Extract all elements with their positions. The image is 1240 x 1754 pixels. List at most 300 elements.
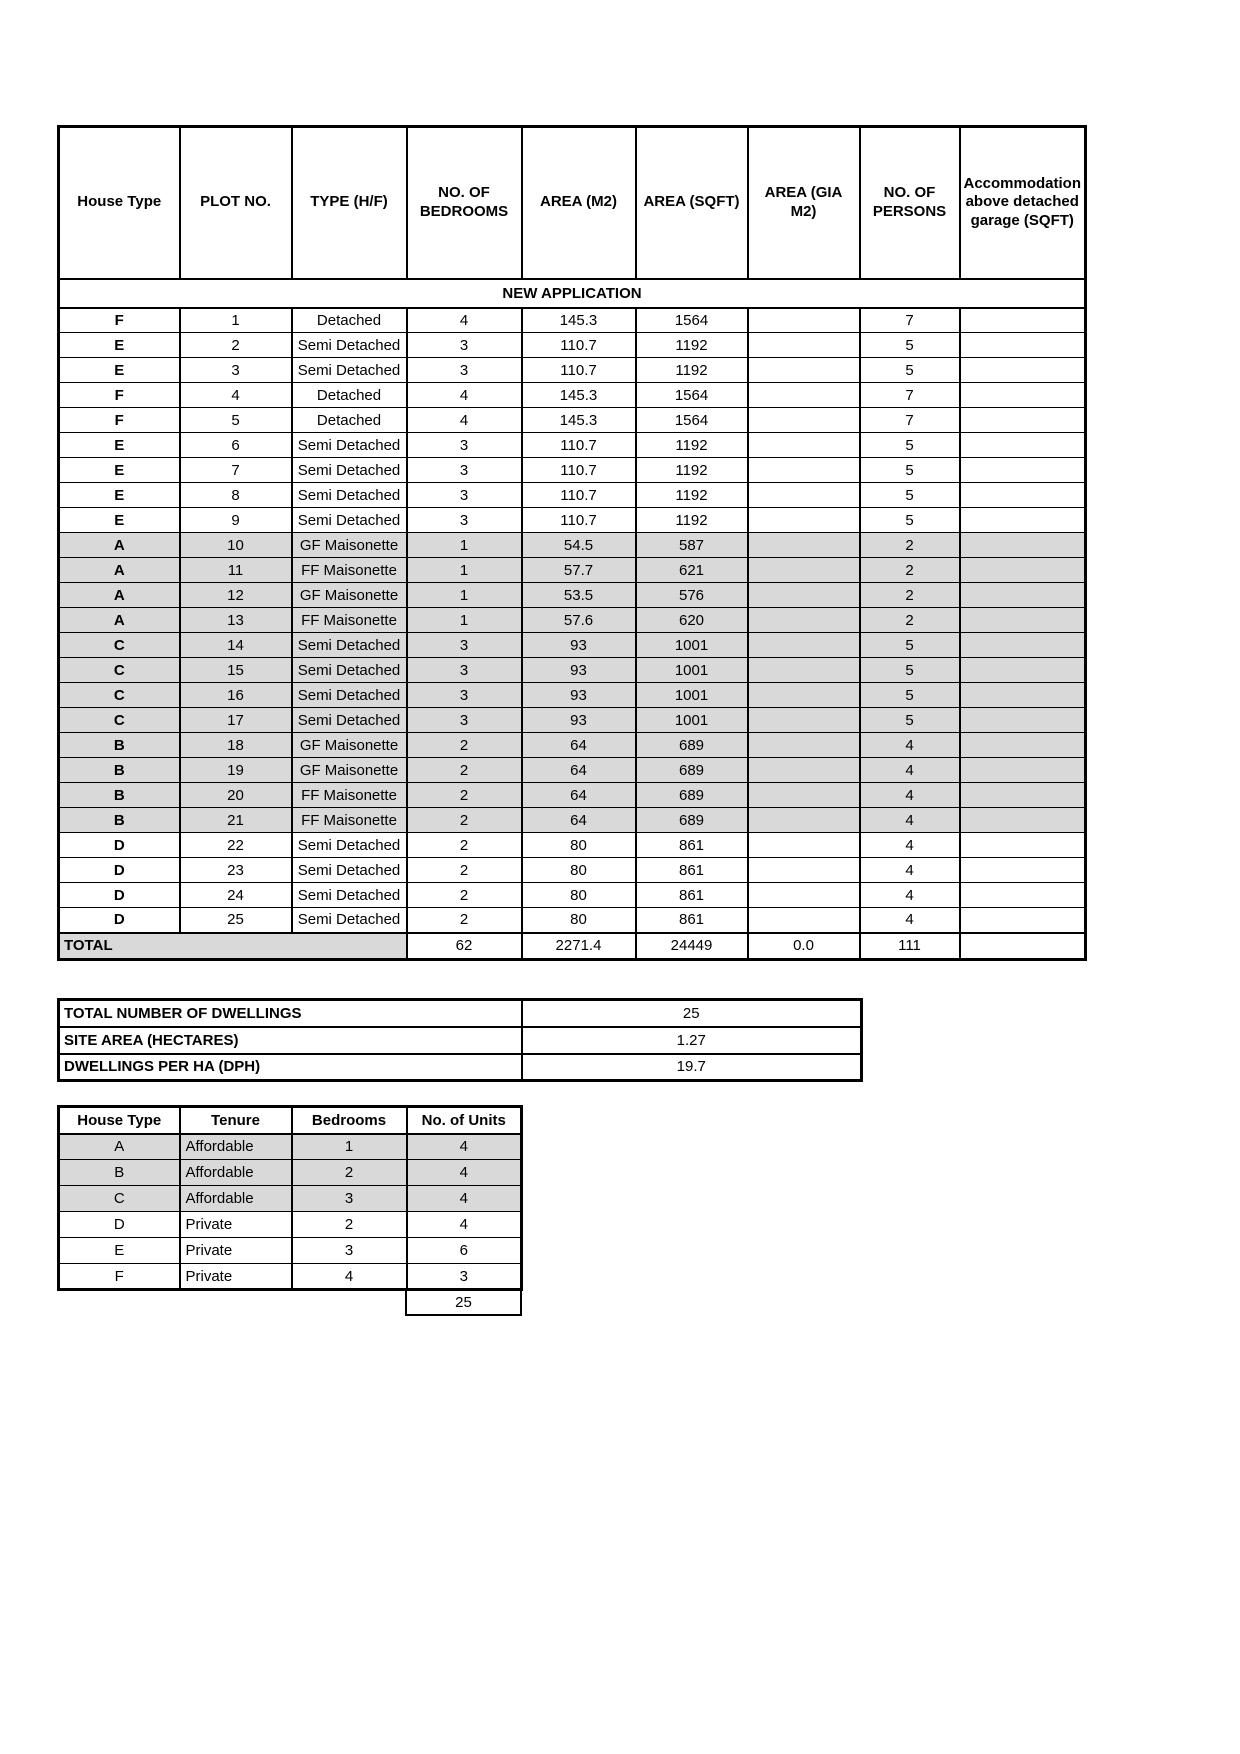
cell-area-gia <box>748 633 860 658</box>
section-title: NEW APPLICATION <box>59 279 1086 308</box>
col-header-persons: NO. OF PERSONS <box>860 127 960 279</box>
cell-house-type: B <box>59 783 180 808</box>
cell-persons: 5 <box>860 508 960 533</box>
col-header-type: TYPE (H/F) <box>292 127 407 279</box>
cell-type: Semi Detached <box>292 908 407 933</box>
cell-persons: 4 <box>860 883 960 908</box>
tenure-col-units: No. of Units <box>407 1107 522 1134</box>
cell-persons: 5 <box>860 658 960 683</box>
cell-house-type: D <box>59 908 180 933</box>
schedule-row <box>59 633 1086 658</box>
cell-bedrooms: 3 <box>407 358 522 383</box>
cell-area-gia <box>748 508 860 533</box>
cell-house-type: C <box>59 683 180 708</box>
main-table-header-row <box>59 127 1086 279</box>
cell-area-gia <box>748 583 860 608</box>
cell-plot-no: 16 <box>180 683 292 708</box>
schedule-row <box>59 583 1086 608</box>
cell-accommodation-garage <box>960 533 1086 558</box>
cell-area-m2: 53.5 <box>522 583 636 608</box>
cell-bedrooms: 2 <box>407 858 522 883</box>
cell-persons: 5 <box>860 633 960 658</box>
col-header-area-gia: AREA (GIA M2) <box>748 127 860 279</box>
cell-area-sqft: 620 <box>636 608 748 633</box>
schedule-row <box>59 483 1086 508</box>
cell-house-type: A <box>59 558 180 583</box>
cell-type: Semi Detached <box>292 833 407 858</box>
section-row-new-application <box>59 279 1086 308</box>
cell-house-type: B <box>59 808 180 833</box>
tenure-cell-house-type: F <box>59 1264 180 1290</box>
cell-area-m2: 64 <box>522 758 636 783</box>
cell-persons: 4 <box>860 908 960 933</box>
cell-persons: 7 <box>860 383 960 408</box>
cell-area-m2: 110.7 <box>522 433 636 458</box>
cell-area-gia <box>748 333 860 358</box>
cell-persons: 5 <box>860 333 960 358</box>
col-header-area-m2: AREA (M2) <box>522 127 636 279</box>
schedule-row <box>59 908 1086 933</box>
cell-area-m2: 80 <box>522 858 636 883</box>
total-row <box>59 933 1086 960</box>
cell-bedrooms: 1 <box>407 533 522 558</box>
cell-plot-no: 22 <box>180 833 292 858</box>
tenure-cell-bedrooms: 1 <box>292 1134 407 1160</box>
cell-area-gia <box>748 558 860 583</box>
cell-accommodation-garage <box>960 783 1086 808</box>
cell-bedrooms: 4 <box>407 308 522 333</box>
cell-accommodation-garage <box>960 333 1086 358</box>
tenure-total-units: 25 <box>405 1289 522 1316</box>
cell-house-type: F <box>59 308 180 333</box>
cell-persons: 7 <box>860 408 960 433</box>
cell-area-gia <box>748 408 860 433</box>
cell-bedrooms: 2 <box>407 733 522 758</box>
cell-area-sqft: 1192 <box>636 433 748 458</box>
cell-area-m2: 54.5 <box>522 533 636 558</box>
schedule-row <box>59 433 1086 458</box>
cell-accommodation-garage <box>960 458 1086 483</box>
cell-house-type: E <box>59 483 180 508</box>
cell-area-sqft: 861 <box>636 833 748 858</box>
schedule-row <box>59 733 1086 758</box>
cell-area-m2: 64 <box>522 783 636 808</box>
cell-area-gia <box>748 708 860 733</box>
cell-house-type: F <box>59 383 180 408</box>
cell-area-gia <box>748 383 860 408</box>
cell-persons: 7 <box>860 308 960 333</box>
cell-house-type: C <box>59 658 180 683</box>
tenure-cell-tenure: Private <box>180 1238 292 1264</box>
cell-area-m2: 80 <box>522 833 636 858</box>
cell-plot-no: 3 <box>180 358 292 383</box>
cell-type: Semi Detached <box>292 658 407 683</box>
cell-accommodation-garage <box>960 808 1086 833</box>
cell-persons: 5 <box>860 358 960 383</box>
cell-house-type: D <box>59 883 180 908</box>
cell-area-m2: 64 <box>522 808 636 833</box>
tenure-cell-bedrooms: 4 <box>292 1264 407 1290</box>
cell-persons: 5 <box>860 708 960 733</box>
cell-house-type: C <box>59 633 180 658</box>
cell-plot-no: 15 <box>180 658 292 683</box>
schedule-row <box>59 708 1086 733</box>
cell-accommodation-garage <box>960 408 1086 433</box>
cell-accommodation-garage <box>960 633 1086 658</box>
cell-area-gia <box>748 483 860 508</box>
schedule-row <box>59 858 1086 883</box>
schedule-row <box>59 333 1086 358</box>
cell-accommodation-garage <box>960 358 1086 383</box>
cell-area-gia <box>748 908 860 933</box>
cell-bedrooms: 3 <box>407 458 522 483</box>
cell-area-sqft: 1001 <box>636 658 748 683</box>
cell-area-sqft: 1564 <box>636 408 748 433</box>
cell-house-type: B <box>59 758 180 783</box>
cell-persons: 4 <box>860 783 960 808</box>
schedule-row <box>59 683 1086 708</box>
cell-plot-no: 17 <box>180 708 292 733</box>
cell-plot-no: 23 <box>180 858 292 883</box>
cell-type: Detached <box>292 408 407 433</box>
cell-area-gia <box>748 658 860 683</box>
tenure-cell-bedrooms: 3 <box>292 1238 407 1264</box>
cell-area-sqft: 1192 <box>636 508 748 533</box>
cell-bedrooms: 3 <box>407 433 522 458</box>
cell-plot-no: 14 <box>180 633 292 658</box>
cell-area-m2: 57.6 <box>522 608 636 633</box>
cell-area-gia <box>748 533 860 558</box>
cell-plot-no: 6 <box>180 433 292 458</box>
tenure-cell-units: 4 <box>407 1134 522 1160</box>
tenure-cell-tenure: Affordable <box>180 1186 292 1212</box>
cell-area-m2: 110.7 <box>522 333 636 358</box>
tenure-row <box>59 1160 522 1186</box>
tenure-cell-bedrooms: 2 <box>292 1160 407 1186</box>
cell-area-m2: 80 <box>522 908 636 933</box>
cell-area-sqft: 1192 <box>636 333 748 358</box>
cell-area-sqft: 576 <box>636 583 748 608</box>
col-header-house-type: House Type <box>59 127 180 279</box>
tenure-row <box>59 1186 522 1212</box>
cell-area-gia <box>748 358 860 383</box>
cell-area-gia <box>748 833 860 858</box>
schedule-row <box>59 508 1086 533</box>
schedule-row <box>59 308 1086 333</box>
cell-type: Semi Detached <box>292 483 407 508</box>
total-area-gia: 0.0 <box>748 933 860 960</box>
cell-type: GF Maisonette <box>292 533 407 558</box>
tenure-cell-house-type: E <box>59 1238 180 1264</box>
cell-house-type: C <box>59 708 180 733</box>
cell-type: Detached <box>292 308 407 333</box>
cell-type: Semi Detached <box>292 683 407 708</box>
total-accommodation-garage <box>960 933 1086 960</box>
cell-plot-no: 2 <box>180 333 292 358</box>
total-area-sqft: 24449 <box>636 933 748 960</box>
cell-bedrooms: 3 <box>407 483 522 508</box>
cell-bedrooms: 4 <box>407 408 522 433</box>
cell-area-gia <box>748 308 860 333</box>
col-header-bedrooms: NO. OF BEDROOMS <box>407 127 522 279</box>
cell-bedrooms: 1 <box>407 558 522 583</box>
tenure-row <box>59 1134 522 1160</box>
cell-area-sqft: 1564 <box>636 308 748 333</box>
cell-bedrooms: 3 <box>407 658 522 683</box>
tenure-row <box>59 1264 522 1290</box>
accommodation-schedule-table <box>57 125 1087 961</box>
cell-type: Semi Detached <box>292 883 407 908</box>
cell-area-m2: 93 <box>522 633 636 658</box>
cell-persons: 4 <box>860 733 960 758</box>
tenure-row <box>59 1238 522 1264</box>
cell-bedrooms: 1 <box>407 583 522 608</box>
summary-row <box>59 1054 862 1081</box>
cell-area-gia <box>748 808 860 833</box>
cell-house-type: D <box>59 833 180 858</box>
summary-label: TOTAL NUMBER OF DWELLINGS <box>59 1000 522 1027</box>
cell-area-gia <box>748 883 860 908</box>
tenure-cell-units: 4 <box>407 1212 522 1238</box>
cell-area-gia <box>748 433 860 458</box>
cell-area-sqft: 1192 <box>636 458 748 483</box>
tenure-cell-house-type: C <box>59 1186 180 1212</box>
tenure-cell-units: 6 <box>407 1238 522 1264</box>
cell-house-type: B <box>59 733 180 758</box>
cell-accommodation-garage <box>960 758 1086 783</box>
cell-accommodation-garage <box>960 583 1086 608</box>
cell-type: Semi Detached <box>292 708 407 733</box>
cell-area-gia <box>748 858 860 883</box>
cell-house-type: F <box>59 408 180 433</box>
cell-plot-no: 19 <box>180 758 292 783</box>
cell-accommodation-garage <box>960 483 1086 508</box>
cell-type: Detached <box>292 383 407 408</box>
cell-persons: 4 <box>860 858 960 883</box>
cell-plot-no: 18 <box>180 733 292 758</box>
cell-bedrooms: 2 <box>407 783 522 808</box>
cell-area-m2: 57.7 <box>522 558 636 583</box>
cell-persons: 2 <box>860 558 960 583</box>
schedule-row <box>59 458 1086 483</box>
cell-type: Semi Detached <box>292 433 407 458</box>
tenure-cell-tenure: Private <box>180 1212 292 1238</box>
cell-plot-no: 21 <box>180 808 292 833</box>
cell-plot-no: 5 <box>180 408 292 433</box>
col-header-accommodation-garage: Accommodation above detached garage (SQFT) <box>960 127 1086 279</box>
tenure-col-bedrooms: Bedrooms <box>292 1107 407 1134</box>
tenure-header-row <box>59 1107 522 1134</box>
cell-bedrooms: 3 <box>407 508 522 533</box>
cell-bedrooms: 3 <box>407 333 522 358</box>
cell-area-gia <box>748 758 860 783</box>
cell-house-type: D <box>59 858 180 883</box>
cell-accommodation-garage <box>960 683 1086 708</box>
cell-bedrooms: 4 <box>407 383 522 408</box>
cell-accommodation-garage <box>960 708 1086 733</box>
cell-type: GF Maisonette <box>292 733 407 758</box>
tenure-cell-units: 4 <box>407 1160 522 1186</box>
cell-area-sqft: 587 <box>636 533 748 558</box>
cell-area-gia <box>748 608 860 633</box>
cell-area-m2: 145.3 <box>522 308 636 333</box>
site-summary-table <box>57 998 863 1082</box>
cell-area-sqft: 689 <box>636 808 748 833</box>
cell-bedrooms: 2 <box>407 758 522 783</box>
cell-accommodation-garage <box>960 883 1086 908</box>
cell-house-type: A <box>59 608 180 633</box>
schedule-row <box>59 558 1086 583</box>
cell-bedrooms: 3 <box>407 633 522 658</box>
cell-house-type: E <box>59 508 180 533</box>
cell-persons: 5 <box>860 483 960 508</box>
cell-persons: 2 <box>860 608 960 633</box>
tenure-cell-tenure: Affordable <box>180 1160 292 1186</box>
cell-area-sqft: 689 <box>636 758 748 783</box>
cell-area-m2: 64 <box>522 733 636 758</box>
tenure-row <box>59 1212 522 1238</box>
cell-bedrooms: 2 <box>407 833 522 858</box>
tenure-cell-units: 3 <box>407 1264 522 1290</box>
cell-area-sqft: 861 <box>636 908 748 933</box>
cell-accommodation-garage <box>960 508 1086 533</box>
tenure-col-house-type: House Type <box>59 1107 180 1134</box>
cell-persons: 2 <box>860 533 960 558</box>
cell-house-type: E <box>59 458 180 483</box>
tenure-cell-tenure: Affordable <box>180 1134 292 1160</box>
cell-area-sqft: 861 <box>636 883 748 908</box>
cell-area-m2: 93 <box>522 708 636 733</box>
cell-type: FF Maisonette <box>292 783 407 808</box>
cell-plot-no: 13 <box>180 608 292 633</box>
cell-area-gia <box>748 458 860 483</box>
cell-plot-no: 1 <box>180 308 292 333</box>
cell-type: Semi Detached <box>292 633 407 658</box>
cell-bedrooms: 1 <box>407 608 522 633</box>
col-header-area-sqft: AREA (SQFT) <box>636 127 748 279</box>
summary-value: 1.27 <box>522 1027 862 1054</box>
schedule-row <box>59 658 1086 683</box>
cell-area-m2: 110.7 <box>522 458 636 483</box>
schedule-row <box>59 533 1086 558</box>
cell-plot-no: 9 <box>180 508 292 533</box>
cell-area-gia <box>748 783 860 808</box>
cell-area-gia <box>748 683 860 708</box>
cell-plot-no: 20 <box>180 783 292 808</box>
cell-accommodation-garage <box>960 908 1086 933</box>
cell-house-type: E <box>59 433 180 458</box>
cell-area-sqft: 1001 <box>636 683 748 708</box>
cell-type: Semi Detached <box>292 333 407 358</box>
cell-area-sqft: 1001 <box>636 633 748 658</box>
cell-area-sqft: 1192 <box>636 358 748 383</box>
total-area-m2: 2271.4 <box>522 933 636 960</box>
cell-persons: 5 <box>860 458 960 483</box>
cell-area-m2: 110.7 <box>522 483 636 508</box>
cell-type: FF Maisonette <box>292 608 407 633</box>
cell-plot-no: 24 <box>180 883 292 908</box>
cell-accommodation-garage <box>960 858 1086 883</box>
cell-bedrooms: 3 <box>407 683 522 708</box>
cell-accommodation-garage <box>960 608 1086 633</box>
cell-plot-no: 10 <box>180 533 292 558</box>
cell-type: Semi Detached <box>292 858 407 883</box>
tenure-mix-table <box>57 1105 523 1291</box>
cell-area-sqft: 1564 <box>636 383 748 408</box>
cell-type: Semi Detached <box>292 358 407 383</box>
cell-plot-no: 7 <box>180 458 292 483</box>
summary-row <box>59 1000 862 1027</box>
tenure-cell-house-type: D <box>59 1212 180 1238</box>
schedule-row <box>59 358 1086 383</box>
schedule-row <box>59 608 1086 633</box>
cell-area-sqft: 1001 <box>636 708 748 733</box>
cell-plot-no: 25 <box>180 908 292 933</box>
cell-plot-no: 4 <box>180 383 292 408</box>
tenure-cell-bedrooms: 2 <box>292 1212 407 1238</box>
schedule-row <box>59 383 1086 408</box>
cell-bedrooms: 2 <box>407 908 522 933</box>
cell-type: GF Maisonette <box>292 758 407 783</box>
schedule-row <box>59 833 1086 858</box>
cell-bedrooms: 2 <box>407 883 522 908</box>
cell-area-sqft: 1192 <box>636 483 748 508</box>
cell-persons: 4 <box>860 833 960 858</box>
cell-type: Semi Detached <box>292 508 407 533</box>
summary-label: DWELLINGS PER HA (DPH) <box>59 1054 522 1081</box>
schedule-row <box>59 783 1086 808</box>
cell-accommodation-garage <box>960 308 1086 333</box>
cell-area-sqft: 621 <box>636 558 748 583</box>
total-persons: 111 <box>860 933 960 960</box>
cell-area-m2: 110.7 <box>522 508 636 533</box>
cell-bedrooms: 3 <box>407 708 522 733</box>
cell-persons: 4 <box>860 758 960 783</box>
cell-persons: 2 <box>860 583 960 608</box>
cell-area-m2: 93 <box>522 683 636 708</box>
cell-accommodation-garage <box>960 733 1086 758</box>
summary-row <box>59 1027 862 1054</box>
cell-plot-no: 11 <box>180 558 292 583</box>
cell-area-gia <box>748 733 860 758</box>
total-label: TOTAL <box>59 933 407 960</box>
schedule-row <box>59 758 1086 783</box>
summary-label: SITE AREA (HECTARES) <box>59 1027 522 1054</box>
cell-area-m2: 80 <box>522 883 636 908</box>
tenure-cell-units: 4 <box>407 1186 522 1212</box>
cell-accommodation-garage <box>960 383 1086 408</box>
cell-area-sqft: 689 <box>636 783 748 808</box>
cell-persons: 5 <box>860 683 960 708</box>
cell-area-m2: 93 <box>522 658 636 683</box>
cell-type: GF Maisonette <box>292 583 407 608</box>
tenure-cell-bedrooms: 3 <box>292 1186 407 1212</box>
cell-area-m2: 145.3 <box>522 408 636 433</box>
cell-area-m2: 145.3 <box>522 383 636 408</box>
cell-accommodation-garage <box>960 658 1086 683</box>
tenure-cell-house-type: B <box>59 1160 180 1186</box>
cell-area-m2: 110.7 <box>522 358 636 383</box>
schedule-row <box>59 408 1086 433</box>
tenure-cell-house-type: A <box>59 1134 180 1160</box>
tenure-col-tenure: Tenure <box>180 1107 292 1134</box>
cell-area-sqft: 861 <box>636 858 748 883</box>
cell-persons: 5 <box>860 433 960 458</box>
cell-plot-no: 8 <box>180 483 292 508</box>
cell-area-sqft: 689 <box>636 733 748 758</box>
summary-value: 25 <box>522 1000 862 1027</box>
tenure-cell-tenure: Private <box>180 1264 292 1290</box>
